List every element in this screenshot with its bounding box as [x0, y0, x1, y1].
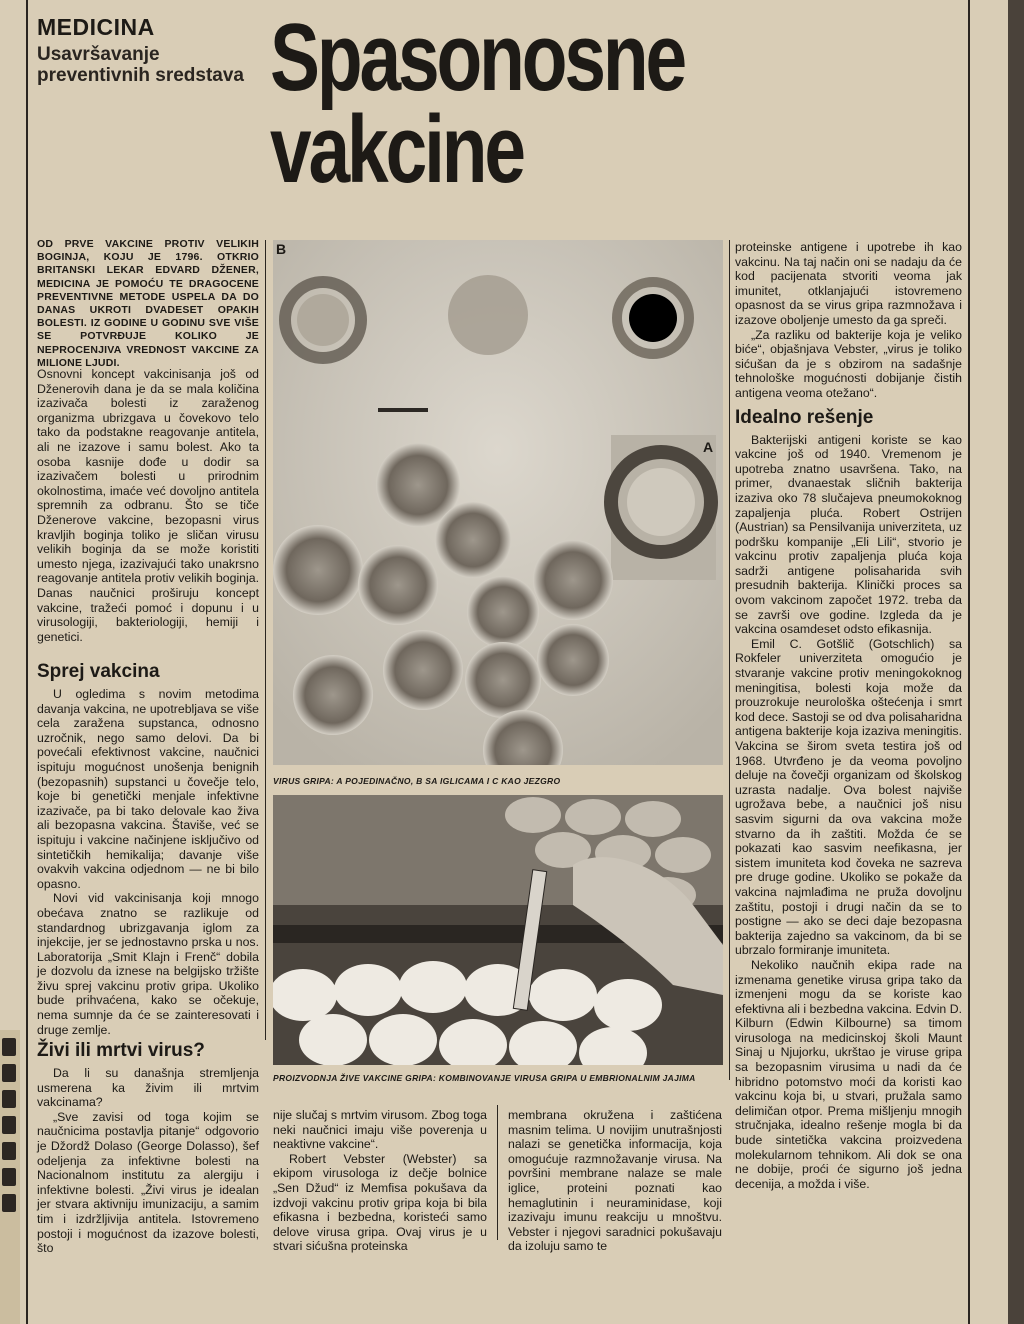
paragraph: membrana okružena i zaštićena masnim telima. U novijim unutrašnjosti nalazi se genetička informacija, koja omogućuje razmnožavanje virusa. Na površini membrane nalaze se male iglice, proteini poznati kao hemaglutinin i neuraminidase, koji izazivaju imunu reakciju u mnoštvu. Vebster i njegovi saradnici pokušavaju da izoluju samo te	[508, 1108, 722, 1254]
virus-micrograph	[273, 240, 723, 765]
paragraph: Nekoliko naučnih ekipa rade na izmenama genetike virusa gripa tako da izmenjeni mogu da se koriste kao efektivna ali i bezbedna vakcina. Edvin D. Kilburn (Edwin Kilbourne) sa timom virusologa na medicinskoj školi Maunt Sinaj u Njujorku, ukrštao je viruse gripa sa bezopasnim virusima u nadi da će hibridno potomstvo moći da koristi kao vakcinu koja bi, u stvari, pružala samo delimičan otpor. Prema mišljenju mnogih stručnjaka, idealno rešenje mogla bi da bude sintetička vakcina proizvedena molekularnom tehnikom. Ali dok se ona ne dobije, proći će sigurno još jedna decenija, a možda i više.	[735, 957, 962, 1191]
paragraph: U ogledima s novim metodima davanja vakcina, ne upotrebljava se više cela zaražena supstanca, odnosno uzročnik, nego samo delovi. Da bi povećali efektivnost vakcine, naučnici ispituju mogućnost unošenja benignih (bezopasnih) supstanci u čovečje telo, koje bi genetički menjale infektivne izazivače, pa bi tako delovale kao živa ali bezopasna vakcina. Štaviše, već se ispituju i vakcine načinjene isključivo od sintetičkih hemikalija; davanje više ovakvih vakcina odjednom — ne bi bilo opasno.	[37, 687, 259, 891]
paragraph: „Za razliku od bakterije koja je veliko biće“, objašnjava Vebster, „virus je toliko sićušan da je s obzirom na sadašnje tehnološke mogućnosti dobijanje čistih antigena veoma otežano“.	[735, 327, 962, 400]
subheading-sprej: Sprej vakcina	[37, 661, 160, 682]
section-label: MEDICINA	[37, 14, 155, 40]
paragraph: Da li su današnja stremljenja usmerena ka živim ili mrtvim vakcinama?	[37, 1066, 259, 1110]
right-border-rule	[968, 0, 970, 1324]
paragraph: Novi vid vakcinisanja koji mnogo obećava znatno se razlikuje od standardnog ubrizgavanja iglom za injekcije, jer se jednostavno prska u nos. Laboratorija „Smit Klajn i Frenč“ dobila je dozvolu da iznese na belgijsko tržište živu sprej vakcinu protiv gripa. Ukoliko bude prihvaćena, kako se očekuje, nema sumnje da će se zainteresovati i druge zemlje.	[37, 891, 259, 1037]
headline-line-1: Spasonosne	[270, 4, 685, 111]
paragraph: proteinske antigene i upotrebe ih kao vakcinu. Na taj način oni se nadaju da će kod pacijenata stvoriti veoma jak imunitet, otklanjajući istovremeno opasnost da se virus gripa razmnožava i izazove oboljenje umesto da ga spreči.	[735, 240, 962, 327]
label-b: B	[276, 241, 287, 257]
caption-virus-micrograph: VIRUS GRIPA: A POJEDINAČNO, B SA IGLICAMA I C KAO JEZGRO	[273, 776, 561, 786]
page-edge-dark	[1008, 0, 1024, 1324]
column-1-bottom	[37, 1040, 259, 1256]
column-3	[508, 1108, 722, 1254]
paragraph: Emil C. Gotšlič (Gotschlich) sa Rokfeler univerziteta omogućio je stvaranje vakcine protiv meningokoknog meningitisa, bolesti koja može da prouzrokuje neurološka oštećenja i smrt kod dece. Sastoji se od dva polisaharidna antigena bakterije koja izaziva meningitis. Vakcina se širom sveta testira još od 1968. Utvrđeno je da veoma povoljno deluje na čovečji organizam od školskog uzrasta nadalje. Ova bolest najviše ugrožava bebe, a naučnici još nisu sasvim sigurni da ova vakcina može stvarno da ih zaštiti. Možda će se pokazati kao sasvim neefikasna, jer sistem imuniteta kod čoveka ne sazreva pre druge godine. Ukoliko se pokaže da vakcina najmlađima ne pruža dovoljnu zaštitu, postoji i drugi način da se to postigne — ako se deci daje bezopasna bakterija zajedno sa vakcinom, da bi se ubrzalo formiranje imuniteta.	[735, 636, 962, 958]
paragraph: Osnovni koncept vakcinisanja još od Dženerovih dana je da se mala količina izazivača bolesti iz zaraženog organizma ubrizgava u čovekovo telo tako da podstakne reagovanje antitela, ali ne izazove i samu bolest. Ako ta osoba kasnije dođe u dodir sa izazivačem bolesti u prirodnim okolnostima, imaće već dovoljno antitela spremnih za odbranu. Što se tiče Dženerove vakcine, bezopasni virus kravljih boginja toliko je sličan virusu velikih boginja da se može koristiti umesto njega, izazivajući tako unakrsno reagovanje antitela protiv velikih boginja. Danas naučnici proširuju koncept vakcine, tražeći pomoć i dopunu i u virusologiji, bakteriologiji, hemiji i genetici.	[37, 367, 259, 644]
column-2	[273, 1108, 487, 1254]
label-a: A	[703, 439, 714, 455]
subheading-zivi: Živi ili mrtvi virus?	[37, 1040, 205, 1061]
lead-paragraph: OD PRVE VAKCINE PROTIV VELIKIH BOGINJA, KOJU JE 1796. OTKRIO BRITANSKI LEKAR EDVARD DŽENER, MEDICINA JE POMOĆU TE DRAGOCENE PREVENTIVNE METODE USPELA DA DO DANAS UKROTI DVADESET OPAKIH BOLESTI. IZ GODINE U GODINU SVE VIŠE SE POTVRĐUJE KOLIKO JE NEPROCENJIVA VREDNOST VAKCINE ZA MILIONE LJUDI.	[37, 238, 259, 369]
paragraph: nije slučaj s mrtvim virusom. Zbog toga neki naučnici imaju više poverenja u neaktivne vakcine“.	[273, 1108, 487, 1152]
caption-egg-injection: PROIZVODNJA ŽIVE VAKCINE GRIPA: KOMBINOVANJE VIRUSA GRIPA U EMBRIONALNIM JAJIMA	[273, 1073, 696, 1083]
article-subtitle: Usavršavanje preventivnih sredstava	[37, 44, 244, 86]
column-1-middle	[37, 655, 259, 1037]
article-headline	[270, 4, 685, 203]
egg-injection-photo	[273, 795, 723, 1065]
col-divider-1	[265, 240, 266, 1040]
paragraph: Robert Vebster (Webster) sa ekipom virusologa iz dečje bolnice „Sen Džud“ iz Memfisa pokušava da izdvoji vakcinu protiv gripa koja bi bila efikasna i bezbedna, koristeći samo delove virusa gripa. Ovaj virus je u stvari sićušna proteinska	[273, 1151, 487, 1254]
paragraph: „Sve zavisi od toga kojim se naučnicima postavlja pitanje“ odgovorio je Džordž Dolaso (George Dolasso), šef odeljenja za infektivne bolesti na Nacionalnom institutu za alergiju i infektivne bolesti. „Živi virus je idealan jer stvara aktivniju imunizaciju, a samim tim i izdržljivija antitela. Istovremeno postoji i mogućnost da izazove bolesti, što	[37, 1109, 259, 1256]
col-divider-3	[497, 1105, 498, 1240]
virus-micrograph-graphic	[273, 240, 723, 765]
col-divider-2	[729, 240, 730, 1080]
paragraph: Bakterijski antigeni koriste se kao vakcine još od 1940. Vremenom je upotreba znatno usavršena. Tako, na primer, dvanaestak sličnih bakterija izaziva oko 78 slučajeva pneumokoknog zapaljenja pluća. Robert Ostrijen (Austrian) sa Pensilvanija univerziteta, uz podršku kompanije „Eli Lili“, stvorio je vakcinu protiv zapaljenja pluća koja sadrži antigene polisaharida svih presudnih bakterija. Klinički proces sa ovom vakcinom započet 1972. treba da se završi ove godine. Izgleda da je vakcina osamdeset odsto efikasnija.	[735, 432, 962, 637]
column-4	[735, 240, 962, 1191]
headline-line-2: vakcine	[270, 96, 523, 203]
subheading-idealno: Idealno rešenje	[735, 406, 874, 428]
column-1-top	[37, 367, 259, 644]
egg-injection-graphic	[273, 795, 723, 1065]
left-border-rule	[26, 0, 28, 1324]
page-edge-strip	[0, 1030, 20, 1324]
